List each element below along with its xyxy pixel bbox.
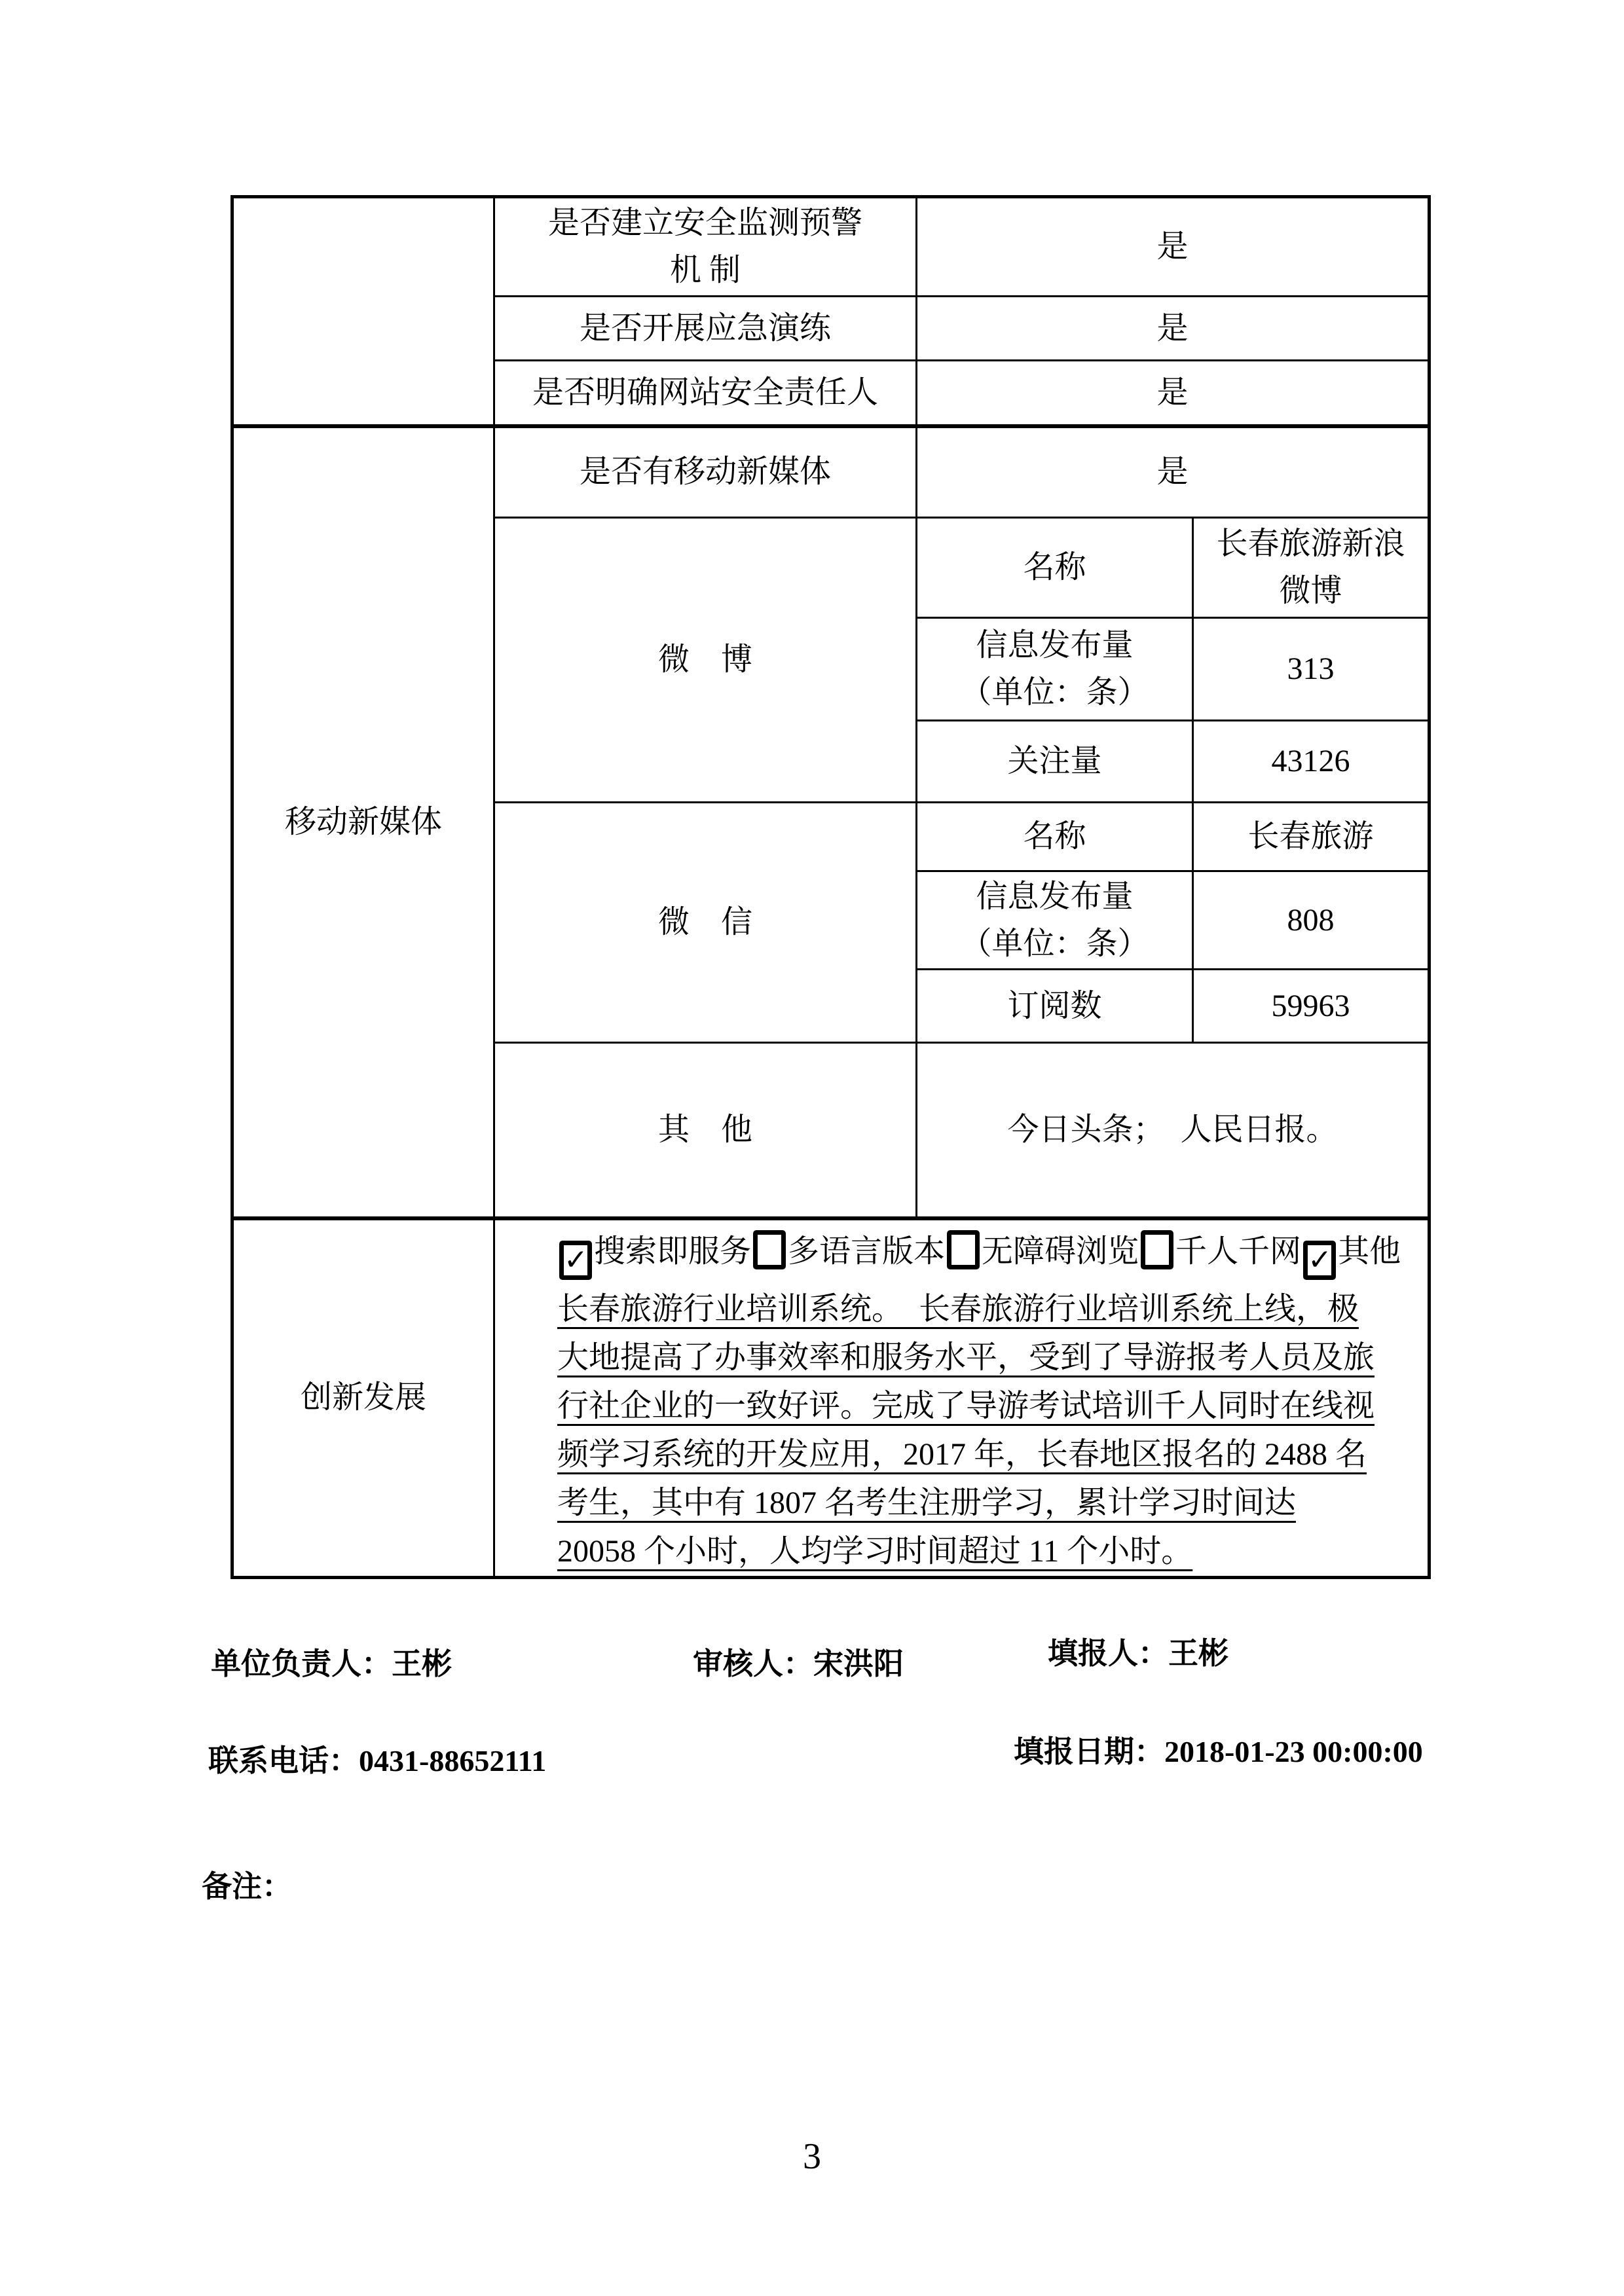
table-row bbox=[232, 1218, 1430, 1578]
category-cell-innovation: 创新发展 bbox=[232, 1218, 494, 1578]
answer-cell: 是 bbox=[917, 361, 1430, 426]
platform-cell-weibo: 微 博 bbox=[494, 518, 917, 803]
page-number: 3 bbox=[803, 2136, 821, 2177]
question-cell bbox=[494, 197, 917, 297]
platform-cell-wechat: 微 信 bbox=[494, 803, 917, 1043]
checkbox-label: 无障碍浏览 bbox=[982, 1233, 1139, 1269]
description-line: 20058 个小时，人均学习时间超过 11 个小时。 bbox=[557, 1533, 1193, 1569]
question-cell: 是否明确网站安全责任人 bbox=[494, 361, 917, 426]
value-line: 长春旅游新浪 bbox=[1216, 526, 1405, 561]
description-line: 长春旅游行业培训系统。 长春旅游行业培训系统上线，极 bbox=[557, 1291, 1359, 1326]
table-row bbox=[232, 426, 1430, 518]
report-table bbox=[231, 195, 1431, 1579]
unit-head-signature: 单位负责人：王彬 bbox=[211, 1647, 452, 1681]
checkbox-label: 千人千网 bbox=[1175, 1233, 1302, 1269]
checkbox-icon: ✓ bbox=[559, 1241, 592, 1280]
label-line: （单位：条） bbox=[960, 675, 1149, 710]
field-label-cell bbox=[917, 871, 1193, 970]
description-line: 行社企业的一致好评。完成了导游考试培训千人同时在线视 bbox=[557, 1388, 1375, 1423]
field-value-cell: 43126 bbox=[1193, 721, 1430, 803]
category-cell-mobile-media: 移动新媒体 bbox=[232, 426, 494, 1218]
field-value-cell: 313 bbox=[1193, 618, 1430, 721]
fill-date: 填报日期：2018-01-23 00:00:00 bbox=[1014, 1735, 1423, 1768]
question-line: 机 制 bbox=[669, 253, 741, 287]
innovation-description bbox=[557, 1285, 1408, 1576]
answer-cell: 是 bbox=[917, 197, 1430, 297]
auditor-signature: 审核人：宋洪阳 bbox=[693, 1647, 904, 1681]
description-line: 大地提高了办事效率和服务水平，受到了导游报考人员及旅 bbox=[557, 1339, 1375, 1375]
field-value-cell bbox=[1193, 518, 1430, 618]
description-line: 考生，其中有 1807 名考生注册学习，累计学习时间达 bbox=[557, 1485, 1297, 1520]
field-label-cell: 订阅数 bbox=[917, 970, 1193, 1043]
category-cell-empty bbox=[232, 197, 494, 426]
table-row bbox=[232, 197, 1430, 297]
checkbox-label: 多语言版本 bbox=[788, 1233, 946, 1269]
field-value-cell: 今日头条； 人民日报。 bbox=[917, 1043, 1430, 1218]
checkbox-icon: ✓ bbox=[1303, 1241, 1336, 1280]
innovation-cell bbox=[494, 1218, 1430, 1578]
answer-cell: 是 bbox=[917, 297, 1430, 361]
question-line: 是否建立安全监测预警 bbox=[547, 206, 862, 240]
remark-label: 备注： bbox=[202, 1870, 292, 1903]
label-line: （单位：条） bbox=[960, 926, 1149, 961]
checkbox-label: 其他 bbox=[1338, 1233, 1401, 1269]
field-label-cell: 名称 bbox=[917, 518, 1193, 618]
checkbox-icon bbox=[1141, 1230, 1173, 1269]
field-value-cell: 长春旅游 bbox=[1193, 803, 1430, 871]
value-line: 微博 bbox=[1279, 574, 1342, 608]
feature-checkbox-row bbox=[557, 1228, 1408, 1280]
field-label-cell: 关注量 bbox=[917, 721, 1193, 803]
checkbox-icon bbox=[753, 1230, 786, 1269]
label-line: 信息发布量 bbox=[976, 879, 1134, 914]
description-line: 频学习系统的开发应用，2017 年，长春地区报名的 2488 名 bbox=[557, 1436, 1367, 1472]
question-cell: 是否有移动新媒体 bbox=[494, 426, 917, 518]
label-line: 信息发布量 bbox=[976, 628, 1134, 663]
checkbox-label: 搜索即服务 bbox=[594, 1233, 752, 1269]
answer-cell: 是 bbox=[917, 426, 1430, 518]
contact-phone: 联系电话：0431-88652111 bbox=[208, 1744, 547, 1777]
checkbox-icon bbox=[947, 1230, 980, 1269]
field-label-cell: 名称 bbox=[917, 803, 1193, 871]
field-label-cell bbox=[917, 618, 1193, 721]
filler-signature: 填报人：王彬 bbox=[1048, 1637, 1228, 1670]
field-value-cell: 59963 bbox=[1193, 970, 1430, 1043]
question-cell: 是否开展应急演练 bbox=[494, 297, 917, 361]
platform-cell-other: 其 他 bbox=[494, 1043, 917, 1218]
field-value-cell: 808 bbox=[1193, 871, 1430, 970]
